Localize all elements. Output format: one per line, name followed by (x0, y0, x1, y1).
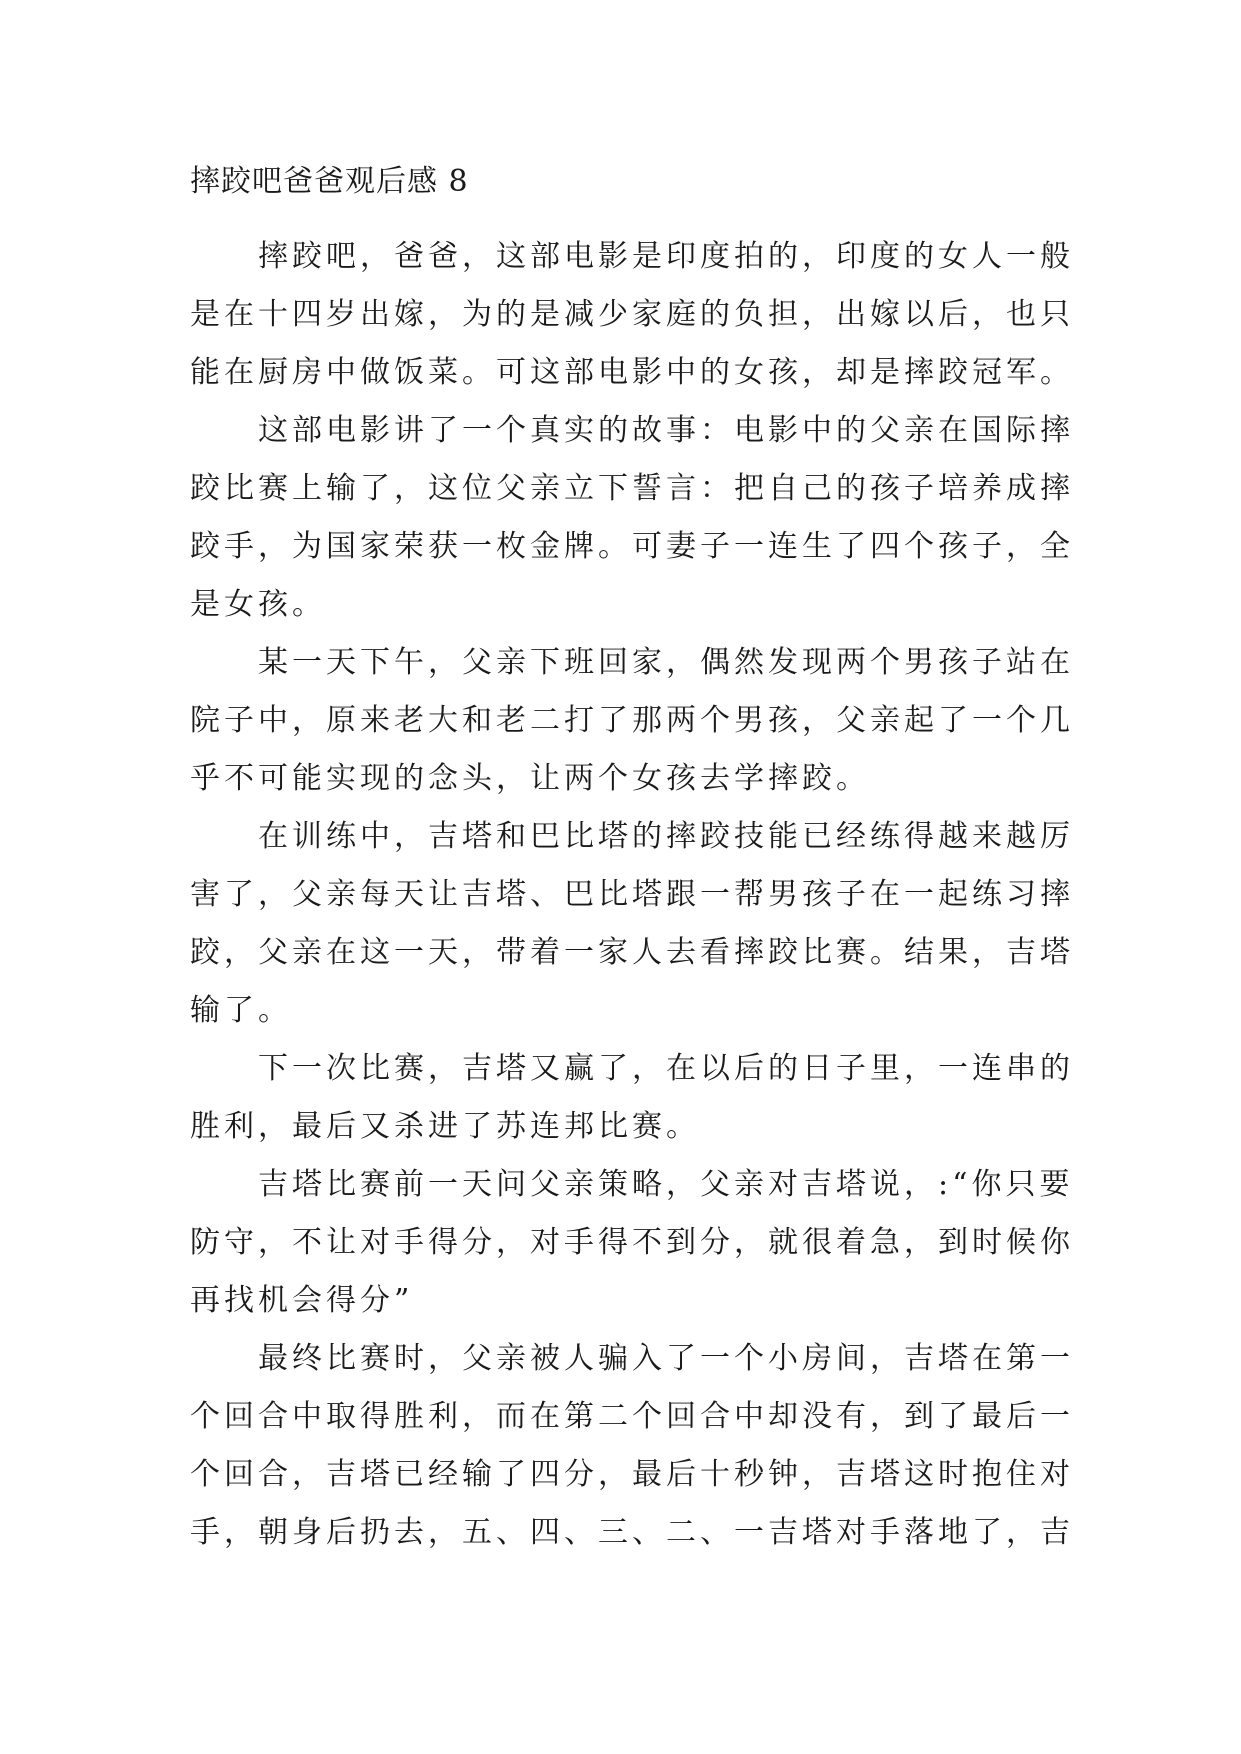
text-line: 在训练中，吉塔和巴比塔的摔跤技能已经练得越来越厉 (258, 819, 1074, 854)
text-line: 下一次比赛，吉塔又赢了，在以后的日子里，一连串的 (258, 1051, 1074, 1086)
text-line: 个回合中取得胜利，而在第二个回合中却没有，到了最后一 (190, 1399, 1074, 1434)
paragraph-6 (190, 1156, 1074, 1330)
text-line: 院子中，原来老大和老二打了那两个男孩，父亲起了一个几 (190, 703, 1074, 738)
text-line: 跤，父亲在这一天，带着一家人去看摔跤比赛。结果，吉塔 (190, 935, 1074, 970)
paragraph-4 (190, 808, 1074, 1040)
text-line: 乎不可能实现的念头，让两个女孩去学摔跤。 (190, 761, 870, 796)
paragraph-3 (190, 634, 1074, 808)
text-line: 跤手，为国家荣获一枚金牌。可妻子一连生了四个孩子，全 (190, 529, 1074, 564)
text-line: 吉塔比赛前一天问父亲策略，父亲对吉塔说，:“你只要 (258, 1167, 1074, 1202)
text-line: 跤比赛上输了，这位父亲立下誓言：把自己的孩子培养成摔 (190, 471, 1074, 506)
text-line: 某一天下午，父亲下班回家，偶然发现两个男孩子站在 (258, 645, 1074, 680)
text-line: 最终比赛时，父亲被人骗入了一个小房间，吉塔在第一 (258, 1341, 1074, 1376)
paragraph-2 (190, 402, 1074, 634)
text-line: 手，朝身后扔去，五、四、三、二、一吉塔对手落地了，吉 (190, 1515, 1074, 1550)
paragraph-7 (190, 1330, 1074, 1562)
document-title: 摔跤吧爸爸观后感 8 (190, 164, 469, 199)
document-body (190, 228, 1074, 1562)
text-line: 输了。 (190, 993, 292, 1028)
text-line: 是在十四岁出嫁，为的是减少家庭的负担，出嫁以后，也只 (190, 297, 1074, 332)
text-line: 胜利，最后又杀进了苏连邦比赛。 (190, 1109, 700, 1144)
paragraph-5 (190, 1040, 1074, 1156)
text-line: 防守，不让对手得分，对手得不到分，就很着急，到时候你 (190, 1225, 1074, 1260)
paragraph-1 (190, 228, 1074, 402)
text-line: 摔跤吧，爸爸，这部电影是印度拍的，印度的女人一般 (258, 239, 1074, 274)
text-line: 能在厨房中做饭菜。可这部电影中的女孩，却是摔跤冠军。 (190, 355, 1074, 390)
text-line: 再找机会得分” (190, 1283, 414, 1318)
text-line: 害了，父亲每天让吉塔、巴比塔跟一帮男孩子在一起练习摔 (190, 877, 1074, 912)
text-line: 这部电影讲了一个真实的故事：电影中的父亲在国际摔 (258, 413, 1074, 448)
text-line: 个回合，吉塔已经输了四分，最后十秒钟，吉塔这时抱住对 (190, 1457, 1074, 1492)
text-line: 是女孩。 (190, 587, 326, 622)
